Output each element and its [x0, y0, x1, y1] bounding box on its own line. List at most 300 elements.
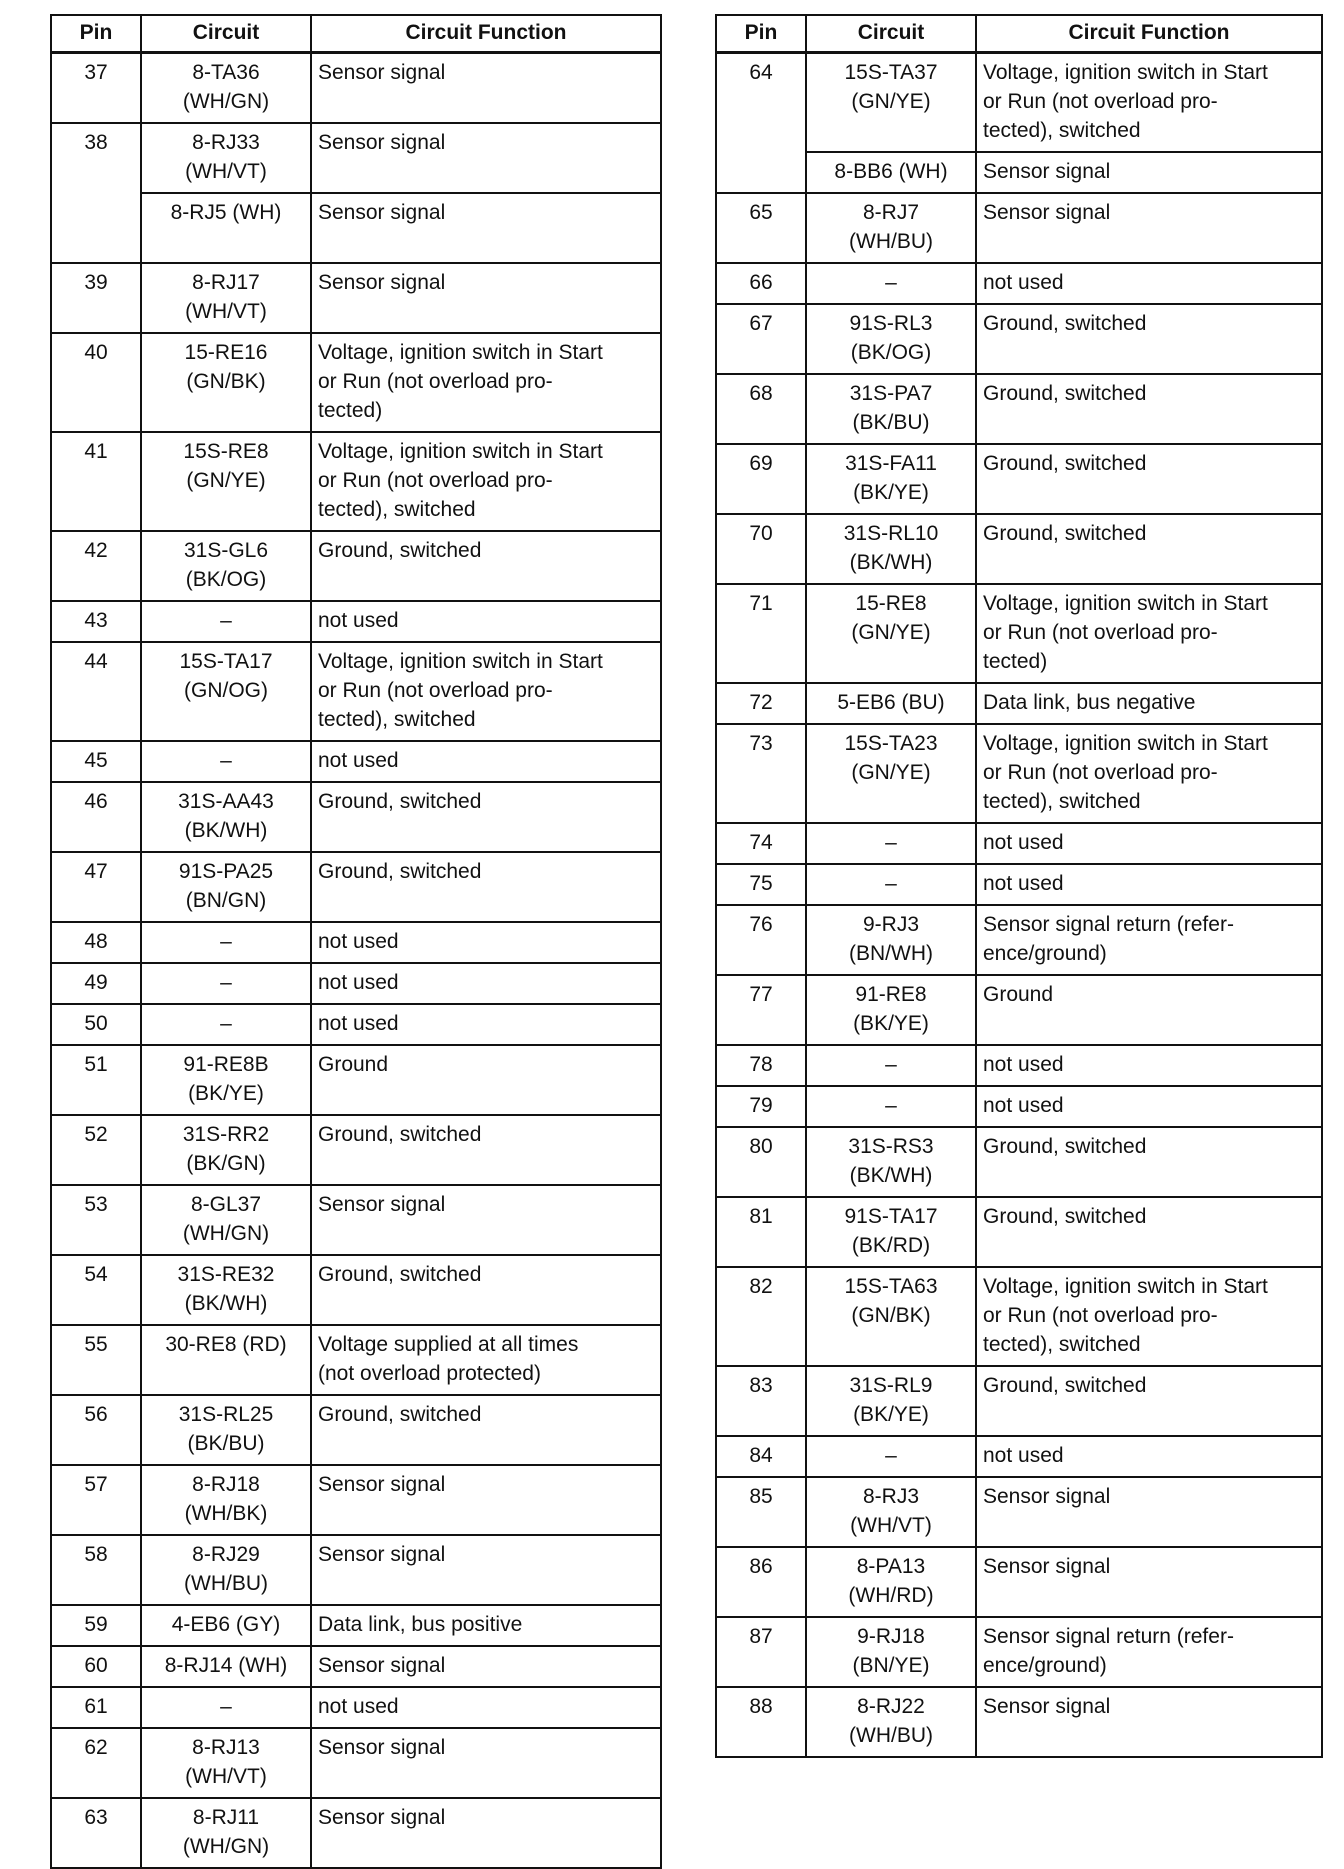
table-row: [51, 782, 661, 852]
circuit-cell: [141, 1115, 311, 1185]
table-row: [51, 642, 661, 741]
circuit-function-cell: [976, 864, 1322, 905]
text-line: 8-RJ14 (WH): [164, 1654, 288, 1677]
circuit-cell: [141, 922, 311, 963]
text-line: (BK/WH): [849, 1164, 933, 1187]
circuit-function-cell: [976, 1197, 1322, 1267]
table-row: [51, 601, 661, 642]
circuit-cell: [141, 741, 311, 782]
circuit-function-cell: [976, 823, 1322, 864]
text-line: (WH/RD): [848, 1584, 934, 1607]
circuit-cell: [806, 374, 976, 444]
circuit-cell: [806, 1436, 976, 1477]
circuit-cell: [806, 975, 976, 1045]
text-line: 31S-RR2: [182, 1123, 270, 1146]
table-row: [51, 741, 661, 782]
header-pin: Pin: [716, 15, 806, 53]
circuit-function-cell: [976, 1436, 1322, 1477]
pin-cell: 58: [51, 1535, 141, 1605]
text-line: (WH/VT): [185, 1765, 267, 1788]
circuit-function-cell: [976, 1086, 1322, 1127]
circuit-cell: [806, 683, 976, 724]
circuit-function-cell: [311, 1395, 661, 1465]
text-line: 8-RJ29: [192, 1543, 260, 1566]
text-line: (WH/VT): [185, 300, 267, 323]
circuit-cell: [141, 53, 311, 124]
circuit-cell: [806, 1045, 976, 1086]
text-line: –: [220, 749, 232, 772]
text-line: 8-GL37: [190, 1193, 262, 1216]
circuit-cell: [141, 193, 311, 263]
circuit-function-cell: [976, 263, 1322, 304]
text-line: 9-RJ3: [862, 913, 920, 936]
pin-cell: 54: [51, 1255, 141, 1325]
pin-cell: 82: [716, 1267, 806, 1366]
text-line: not used: [983, 872, 1064, 895]
circuit-cell: [141, 1004, 311, 1045]
circuit-cell: [806, 444, 976, 514]
text-line: (BK/YE): [853, 481, 929, 504]
pin-cell: 51: [51, 1045, 141, 1115]
pin-cell: 46: [51, 782, 141, 852]
circuit-cell: [141, 432, 311, 531]
text-line: (BK/YE): [188, 1082, 264, 1105]
table-row: [716, 1045, 1322, 1086]
pin-cell: 65: [716, 193, 806, 263]
pin-cell: 66: [716, 263, 806, 304]
table-row: [716, 1617, 1322, 1687]
circuit-cell: [141, 1395, 311, 1465]
table-row: [716, 1267, 1322, 1366]
text-line: (BK/BU): [852, 411, 930, 434]
circuit-function-cell: [311, 1687, 661, 1728]
text-line: 91-RE8B: [183, 1053, 269, 1076]
text-line: tected), switched: [983, 790, 1141, 813]
circuit-cell: [806, 1366, 976, 1436]
table-row: [51, 852, 661, 922]
text-line: 8-RJ7: [862, 201, 920, 224]
circuit-function-cell: [976, 304, 1322, 374]
text-line: 8-PA13: [856, 1555, 926, 1578]
table-row: [716, 584, 1322, 683]
text-line: Sensor signal: [318, 1473, 446, 1496]
table-row: [51, 922, 661, 963]
circuit-function-cell: [976, 514, 1322, 584]
text-line: tected), switched: [318, 498, 476, 521]
circuit-function-cell: [311, 601, 661, 642]
circuit-cell: [141, 1535, 311, 1605]
text-line: ence/ground): [983, 1654, 1107, 1677]
text-line: (BK/OG): [185, 568, 267, 591]
circuit-cell: [141, 1255, 311, 1325]
text-line: 8-RJ17: [192, 271, 260, 294]
circuit-function-cell: [311, 1728, 661, 1798]
text-line: 8-RJ33: [192, 131, 260, 154]
table-row: [716, 1086, 1322, 1127]
circuit-cell: [141, 601, 311, 642]
table-row: [51, 1465, 661, 1535]
circuit-function-cell: [976, 1547, 1322, 1617]
circuit-cell: [141, 263, 311, 333]
pin-cell: 69: [716, 444, 806, 514]
pin-cell: 38: [51, 123, 141, 263]
table-row: [716, 1127, 1322, 1197]
circuit-cell: [806, 1127, 976, 1197]
text-line: –: [220, 1012, 232, 1035]
text-line: (BN/WH): [849, 942, 933, 965]
text-line: (BK/WH): [849, 551, 933, 574]
text-line: 15S-RE8: [183, 440, 269, 463]
text-line: 15-RE16: [184, 341, 268, 364]
text-line: 31S-RE32: [177, 1263, 275, 1286]
text-line: tected), switched: [983, 119, 1141, 142]
table-row: [716, 823, 1322, 864]
text-line: 8-RJ18: [192, 1473, 260, 1496]
text-line: 31S-FA11: [845, 452, 937, 475]
text-line: (GN/YE): [851, 761, 931, 784]
table-row: [51, 1045, 661, 1115]
circuit-function-cell: [311, 1646, 661, 1687]
text-line: 15-RE8: [855, 592, 927, 615]
text-line: Sensor signal: [318, 61, 446, 84]
text-line: or Run (not overload pro-: [983, 90, 1218, 113]
text-line: –: [885, 1053, 897, 1076]
text-line: Ground, switched: [318, 790, 482, 813]
pin-table-left: [50, 14, 662, 1869]
circuit-cell: [141, 782, 311, 852]
text-line: 8-RJ11: [192, 1806, 260, 1829]
text-line: not used: [983, 271, 1064, 294]
table-row: [716, 514, 1322, 584]
pin-cell: 60: [51, 1646, 141, 1687]
table-row: [51, 1728, 661, 1798]
pin-cell: 42: [51, 531, 141, 601]
circuit-function-cell: [311, 1045, 661, 1115]
text-line: Ground, switched: [318, 1263, 482, 1286]
text-line: Data link, bus positive: [318, 1613, 523, 1636]
text-line: (WH/VT): [185, 160, 267, 183]
text-line: Ground, switched: [983, 1374, 1147, 1397]
circuit-function-cell: [976, 584, 1322, 683]
text-line: Sensor signal: [983, 160, 1111, 183]
circuit-cell: [806, 1267, 976, 1366]
text-line: Ground: [983, 983, 1054, 1006]
circuit-function-cell: [311, 123, 661, 193]
pin-cell: 64: [716, 53, 806, 194]
table-row: [51, 1255, 661, 1325]
text-line: (not overload protected): [318, 1362, 541, 1385]
header-circuit: Circuit: [806, 15, 976, 53]
text-line: (WH/BU): [849, 230, 933, 253]
circuit-cell: [806, 1197, 976, 1267]
circuit-function-cell: [311, 1798, 661, 1868]
text-line: Sensor signal: [983, 1485, 1111, 1508]
pin-cell: 75: [716, 864, 806, 905]
circuit-cell: [141, 1728, 311, 1798]
table-row: [716, 374, 1322, 444]
text-line: 8-RJ3: [862, 1485, 920, 1508]
circuit-cell: [806, 1477, 976, 1547]
circuit-function-cell: [976, 1477, 1322, 1547]
circuit-cell: [141, 1045, 311, 1115]
text-line: Ground, switched: [983, 312, 1147, 335]
circuit-cell: [806, 724, 976, 823]
pin-cell: 77: [716, 975, 806, 1045]
pin-cell: 47: [51, 852, 141, 922]
text-line: Voltage, ignition switch in Start: [318, 341, 603, 364]
table-row: [51, 1004, 661, 1045]
table-row: [716, 905, 1322, 975]
pin-cell: 41: [51, 432, 141, 531]
text-line: not used: [318, 609, 399, 632]
circuit-cell: [806, 905, 976, 975]
pin-cell: 40: [51, 333, 141, 432]
text-line: 31S-RL25: [178, 1403, 274, 1426]
pin-table-right: [715, 14, 1323, 1758]
circuit-cell: [141, 1185, 311, 1255]
text-line: 91S-PA25: [178, 860, 274, 883]
text-line: –: [885, 831, 897, 854]
circuit-function-cell: [311, 432, 661, 531]
text-line: Sensor signal: [983, 1695, 1111, 1718]
text-line: 8-RJ5 (WH): [170, 201, 282, 224]
pin-cell: 68: [716, 374, 806, 444]
circuit-function-cell: [311, 263, 661, 333]
circuit-function-cell: [976, 1045, 1322, 1086]
text-line: 9-RJ18: [857, 1625, 925, 1648]
text-line: –: [220, 1695, 232, 1718]
text-line: 4-EB6 (GY): [171, 1613, 281, 1636]
text-line: Voltage, ignition switch in Start: [983, 732, 1268, 755]
text-line: Voltage, ignition switch in Start: [983, 1275, 1268, 1298]
pin-cell: 53: [51, 1185, 141, 1255]
circuit-function-cell: [311, 193, 661, 263]
text-line: Ground, switched: [983, 1135, 1147, 1158]
table-row: [51, 531, 661, 601]
circuit-function-cell: [311, 1004, 661, 1045]
text-line: –: [885, 1444, 897, 1467]
pin-cell: 45: [51, 741, 141, 782]
circuit-function-cell: [976, 1366, 1322, 1436]
text-line: Voltage, ignition switch in Start: [983, 61, 1268, 84]
pin-cell: 44: [51, 642, 141, 741]
pin-cell: 55: [51, 1325, 141, 1395]
text-line: –: [220, 930, 232, 953]
circuit-cell: [806, 1086, 976, 1127]
text-line: Voltage, ignition switch in Start: [983, 592, 1268, 615]
circuit-cell: [806, 514, 976, 584]
pin-cell: 73: [716, 724, 806, 823]
text-line: (GN/YE): [186, 469, 266, 492]
circuit-cell: [806, 1617, 976, 1687]
circuit-function-cell: [976, 53, 1322, 153]
text-line: Ground, switched: [318, 1123, 482, 1146]
table-row: [51, 432, 661, 531]
table-row: [51, 123, 661, 193]
circuit-cell: [806, 823, 976, 864]
text-line: (WH/BU): [184, 1572, 268, 1595]
circuit-function-cell: [976, 724, 1322, 823]
table-row: [716, 444, 1322, 514]
table-row: [716, 1477, 1322, 1547]
text-line: or Run (not overload pro-: [983, 1304, 1218, 1327]
table-row: [51, 963, 661, 1004]
pin-cell: 62: [51, 1728, 141, 1798]
circuit-cell: [141, 1687, 311, 1728]
text-line: (GN/OG): [184, 679, 268, 702]
circuit-function-cell: [976, 374, 1322, 444]
table-row: [716, 683, 1322, 724]
table-row: [716, 193, 1322, 263]
circuit-function-cell: [976, 905, 1322, 975]
text-line: Sensor signal: [318, 1543, 446, 1566]
pin-cell: 48: [51, 922, 141, 963]
circuit-cell: [806, 1547, 976, 1617]
circuit-cell: [141, 1465, 311, 1535]
text-line: (BN/YE): [852, 1654, 930, 1677]
text-line: –: [220, 609, 232, 632]
text-line: Ground, switched: [983, 452, 1147, 475]
circuit-cell: [141, 963, 311, 1004]
circuit-function-cell: [976, 1267, 1322, 1366]
text-line: 8-RJ22: [857, 1695, 925, 1718]
header-circuit-function: Circuit Function: [976, 15, 1322, 53]
pin-cell: 86: [716, 1547, 806, 1617]
text-line: –: [885, 872, 897, 895]
circuit-cell: [806, 864, 976, 905]
text-line: (WH/GN): [182, 90, 270, 113]
text-line: not used: [318, 1695, 399, 1718]
pin-cell: 39: [51, 263, 141, 333]
text-line: 15S-TA17: [179, 650, 273, 673]
text-line: Sensor signal: [318, 1736, 446, 1759]
text-line: 8-RJ13: [192, 1736, 260, 1759]
header-circuit: Circuit: [141, 15, 311, 53]
text-line: (BK/RD): [851, 1234, 931, 1257]
circuit-function-cell: [976, 193, 1322, 263]
text-line: 30-RE8 (RD): [165, 1333, 287, 1356]
text-line: (WH/VT): [850, 1514, 932, 1537]
text-line: not used: [983, 831, 1064, 854]
circuit-function-cell: [311, 1605, 661, 1646]
header-row: [716, 15, 1322, 53]
text-line: Voltage, ignition switch in Start: [318, 440, 603, 463]
circuit-cell: [806, 584, 976, 683]
pin-cell: 79: [716, 1086, 806, 1127]
table-row: [716, 304, 1322, 374]
circuit-cell: [806, 193, 976, 263]
text-line: or Run (not overload pro-: [318, 469, 553, 492]
text-line: not used: [318, 749, 399, 772]
text-line: –: [220, 971, 232, 994]
text-line: ence/ground): [983, 942, 1107, 965]
text-line: Sensor signal: [983, 1555, 1111, 1578]
text-line: Sensor signal return (refer-: [983, 913, 1234, 936]
circuit-cell: [141, 1798, 311, 1868]
circuit-cell: [141, 333, 311, 432]
pin-cell: 74: [716, 823, 806, 864]
text-line: (BK/BU): [187, 1432, 265, 1455]
text-line: Sensor signal: [983, 201, 1111, 224]
circuit-cell: [141, 123, 311, 193]
table-row: [716, 724, 1322, 823]
pin-cell: 52: [51, 1115, 141, 1185]
circuit-function-cell: [311, 741, 661, 782]
text-line: Ground, switched: [318, 539, 482, 562]
pin-cell: 78: [716, 1045, 806, 1086]
text-line: Sensor signal: [318, 271, 446, 294]
circuit-function-cell: [311, 1535, 661, 1605]
circuit-cell: [141, 1605, 311, 1646]
table-row: [51, 193, 661, 263]
text-line: or Run (not overload pro-: [983, 621, 1218, 644]
table-row: [51, 263, 661, 333]
circuit-function-cell: [311, 922, 661, 963]
text-line: (BK/WH): [184, 819, 268, 842]
pin-cell: 43: [51, 601, 141, 642]
circuit-cell: [806, 53, 976, 153]
text-line: (BK/YE): [853, 1403, 929, 1426]
pin-cell: 57: [51, 1465, 141, 1535]
circuit-function-cell: [311, 333, 661, 432]
text-line: Ground, switched: [318, 860, 482, 883]
text-line: (WH/GN): [182, 1835, 270, 1858]
text-line: 8-TA36: [192, 61, 260, 84]
text-line: Voltage, ignition switch in Start: [318, 650, 603, 673]
text-line: –: [885, 1094, 897, 1117]
text-line: tected): [983, 650, 1048, 673]
table-row: [716, 1197, 1322, 1267]
text-line: not used: [318, 930, 399, 953]
text-line: Sensor signal: [318, 1806, 446, 1829]
circuit-cell: [141, 852, 311, 922]
table-row: [716, 263, 1322, 304]
text-line: Sensor signal: [318, 1193, 446, 1216]
circuit-function-cell: [311, 1325, 661, 1395]
table-body: [716, 53, 1322, 1758]
circuit-function-cell: [311, 1465, 661, 1535]
pin-cell: 56: [51, 1395, 141, 1465]
text-line: tected), switched: [318, 708, 476, 731]
table-row: [716, 152, 1322, 193]
circuit-function-cell: [311, 642, 661, 741]
table-row: [51, 1185, 661, 1255]
circuit-function-cell: [311, 1255, 661, 1325]
circuit-function-cell: [976, 1687, 1322, 1757]
text-line: Sensor signal: [318, 1654, 446, 1677]
text-line: (BK/GN): [186, 1152, 266, 1175]
table-row: [716, 1687, 1322, 1757]
text-line: tected), switched: [983, 1333, 1141, 1356]
text-line: 5-EB6 (BU): [837, 691, 945, 714]
text-line: (WH/GN): [182, 1222, 270, 1245]
pin-cell: 67: [716, 304, 806, 374]
pin-cell: 37: [51, 53, 141, 124]
pin-cell: 71: [716, 584, 806, 683]
circuit-cell: [141, 1646, 311, 1687]
circuit-function-cell: [976, 683, 1322, 724]
text-line: (GN/BK): [186, 370, 266, 393]
circuit-function-cell: [976, 444, 1322, 514]
table-row: [716, 1547, 1322, 1617]
text-line: 15S-TA37: [844, 61, 938, 84]
circuit-function-cell: [976, 1127, 1322, 1197]
pin-cell: 50: [51, 1004, 141, 1045]
table-body: [51, 53, 661, 1869]
circuit-cell: [141, 531, 311, 601]
pin-cell: 87: [716, 1617, 806, 1687]
circuit-function-cell: [311, 531, 661, 601]
